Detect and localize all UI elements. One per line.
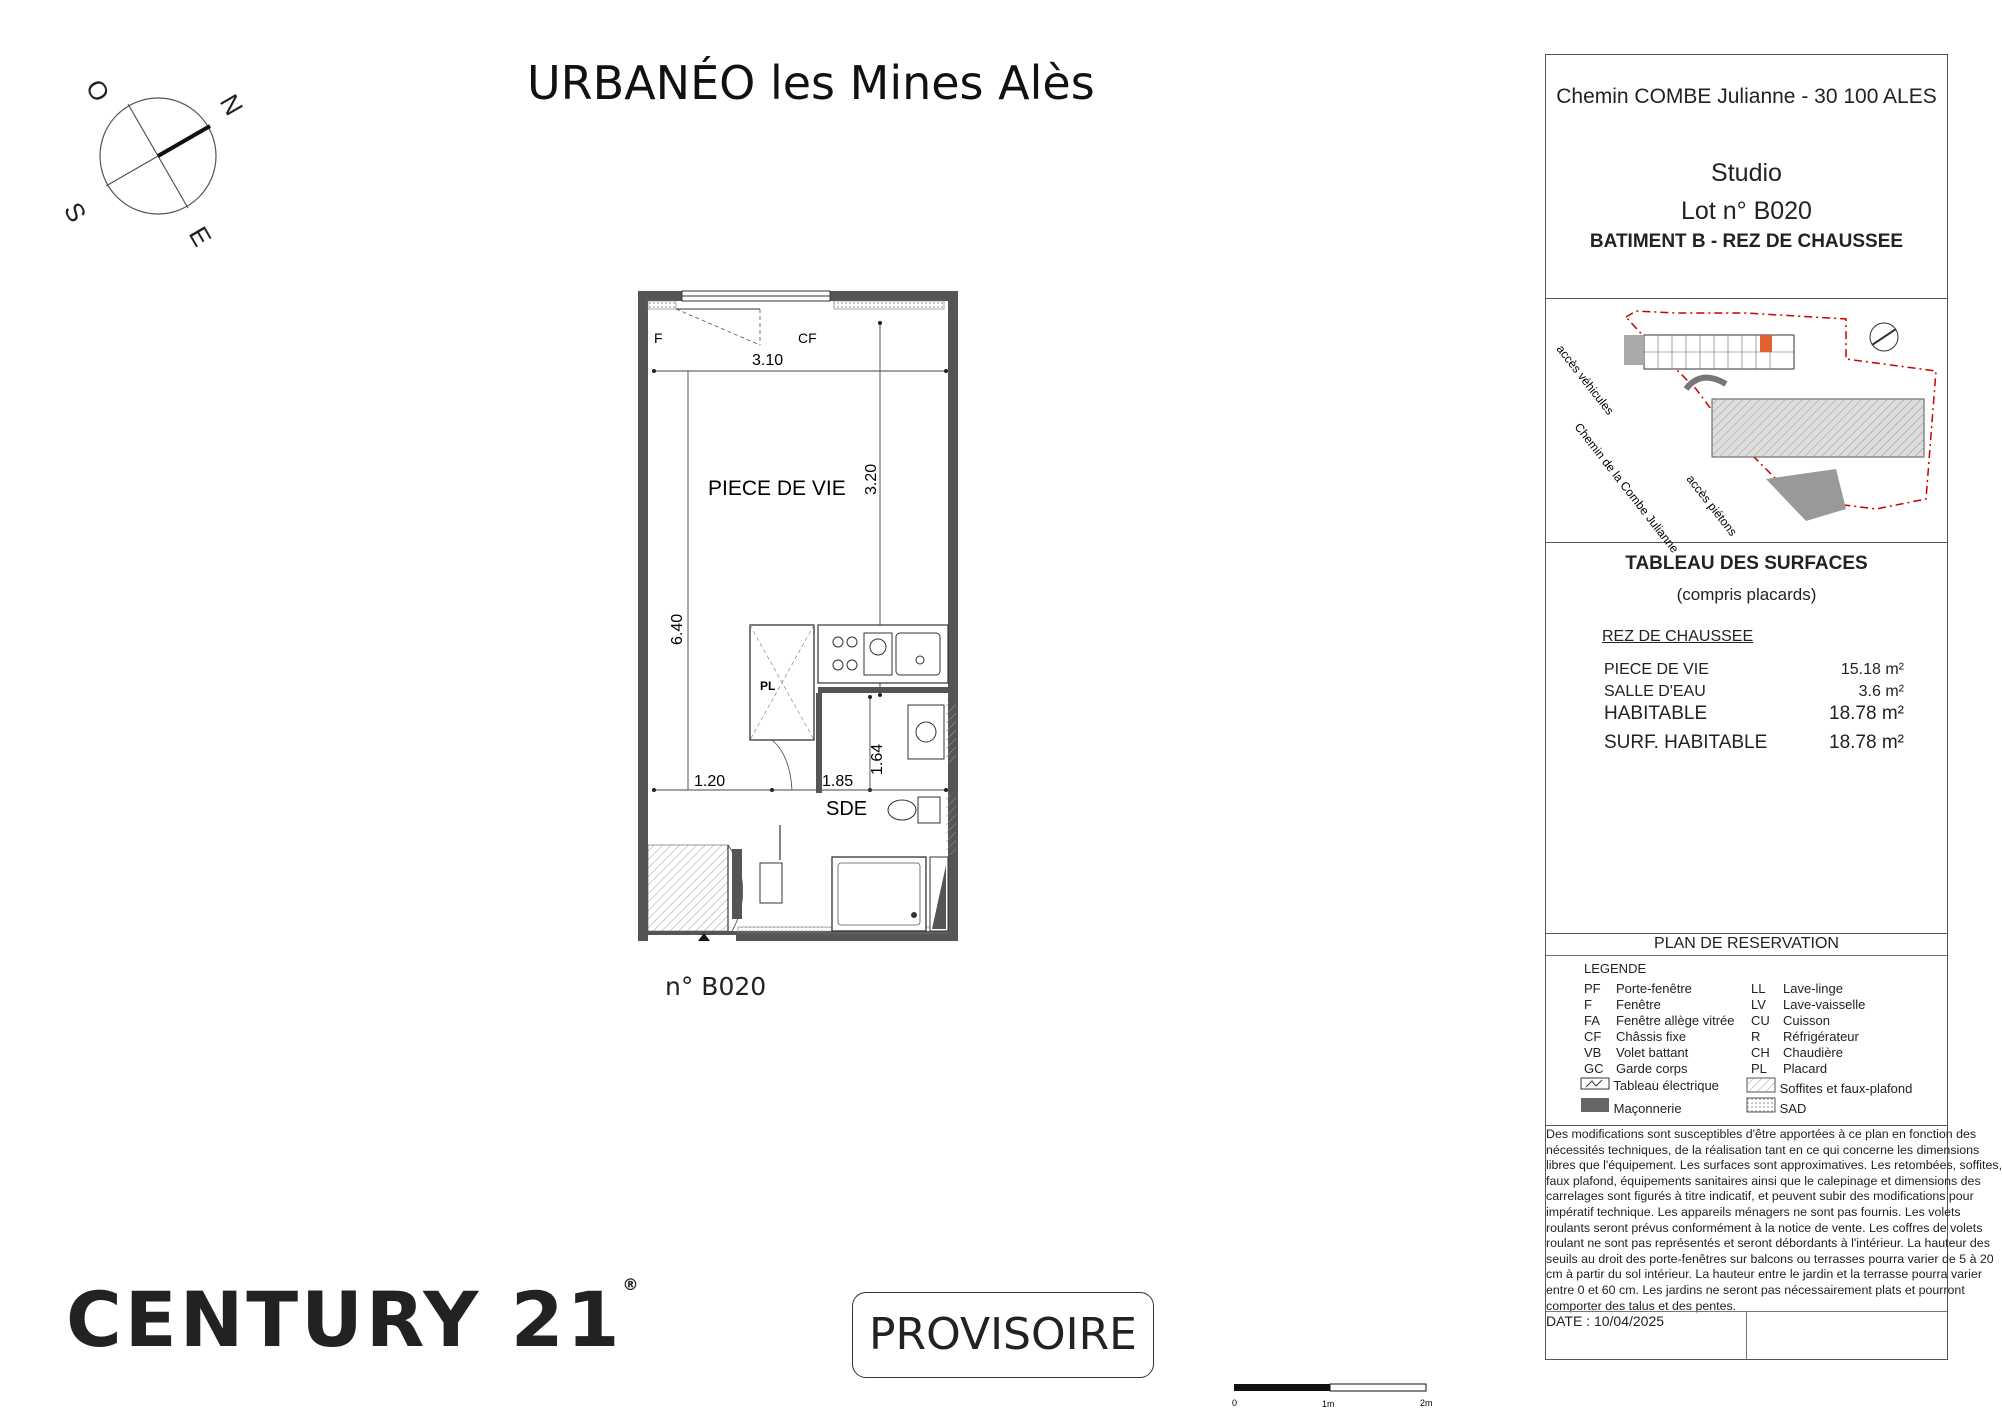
legend-item [1751, 1045, 1843, 1060]
legend-label: Fenêtre allège vitrée [1616, 1013, 1735, 1028]
dim-height-total: 6.40 [669, 613, 686, 645]
surface-value: 15.18 m² [1840, 661, 1904, 678]
street-label: Chemin de la Combe Julianne [1571, 420, 1682, 556]
legend-label: Chaudière [1783, 1045, 1843, 1060]
disclaimer: Des modifications sont susceptibles d'être apportées à ce plan en fonction des nécessités techniques, de la réalisation tant en ce qui concerne les dimensions libres que l'équipement. Les surfaces sont approximatives. Les retombées, soffites, faux plafond, équipements sanitaires ainsi que le calepinage et dimensions des carrelages sont figurés à titre indicatif, et peuvent subir des modifications pour impératif technique. Les appareils ménagers ne sont pas fournis. Les volets roulants seront prévus conformément à la notice de vente. Les coffres de volets roulant ne sont pas représentés et seront débordants à l'intérieur. La hauteur des seuils au droit des porte-fenêtres sur balcons ou terrasses pourra varier de 5 à 20 cm à partir du sol intérieur. La hauteur entre le jardin et la terrasse pourra varier entre 0 et 60 cm. Les jardins ne seront pas nécessairement plats et pourront comporter des talus et des pentes. [1546, 1127, 2002, 1313]
surface-label: HABITABLE [1604, 703, 1708, 724]
legend-item [1746, 1077, 1912, 1096]
floor-plan [620, 285, 980, 955]
building-level: BATIMENT B - REZ DE CHAUSSEE [1589, 231, 1904, 252]
legend-item [1580, 1097, 1682, 1116]
date-label: DATE : 10/04/2025 [1546, 1313, 1665, 1329]
room-sde: SDE [826, 798, 868, 820]
dim-sde-height: 1.64 [869, 743, 886, 775]
info-panel [1545, 54, 2002, 1360]
surface-row [1604, 703, 1904, 725]
legend-item [1584, 981, 1692, 996]
legend-item [1751, 1029, 1859, 1044]
surfaces-subtitle: (compris placards) [1676, 585, 1817, 604]
window-cf-label: CF [798, 330, 817, 346]
legend-label: Fenêtre [1616, 997, 1661, 1012]
status-badge: PROVISOIRE [852, 1292, 1154, 1378]
surface-row [1604, 732, 1904, 754]
dim-height-living: 3.20 [863, 463, 880, 495]
legend-label: Cuisson [1783, 1013, 1830, 1028]
electric-panel-icon [1580, 1077, 1610, 1090]
property-type: Studio [1711, 159, 1782, 187]
legend-code: GC [1584, 1061, 1604, 1076]
surface-label: SURF. HABITABLE [1604, 732, 1768, 753]
site-map-section [1546, 299, 1947, 556]
legend-label: Placard [1783, 1061, 1828, 1076]
legend-code: PF [1584, 981, 1601, 996]
legend-label: Porte-fenêtre [1616, 981, 1692, 996]
surfaces-title: TABLEAU DES SURFACES [1625, 553, 1868, 574]
scale-zero: 0 [1232, 1398, 1238, 1408]
surface-row [1604, 683, 1904, 701]
legend-label: Lave-vaisselle [1783, 997, 1866, 1012]
scale-bar [1230, 1380, 1433, 1410]
pedestrian-access-label: accès piétons [1683, 472, 1740, 539]
scale-end: 2m [1420, 1398, 1433, 1408]
vehicle-access-label: accès véhicules [1553, 342, 1617, 418]
century21-logo [66, 1275, 641, 1364]
dim-entry-width: 1.20 [694, 773, 726, 790]
legend-code: LV [1751, 997, 1766, 1012]
legend-code: VB [1584, 1045, 1602, 1060]
compass-s-label: S [57, 197, 93, 228]
legend-label: Volet battant [1616, 1045, 1689, 1060]
divider [1546, 1125, 1947, 1126]
compass-icon [50, 60, 270, 260]
legend-item [1584, 1013, 1735, 1028]
compass-e-label: E [182, 221, 218, 252]
legend-item [1584, 1061, 1688, 1076]
legend-label: Lave-linge [1783, 981, 1843, 996]
legend-label: SAD [1779, 1101, 1807, 1116]
sad-icon [1746, 1097, 1776, 1113]
legend-label: Garde corps [1616, 1061, 1688, 1076]
legend-label: Tableau électrique [1613, 1078, 1719, 1093]
lot-number-label: n° B020 [665, 972, 767, 1001]
soffits-icon [1746, 1077, 1776, 1093]
divider [1546, 955, 1947, 956]
legend-code: FA [1584, 1013, 1600, 1028]
legend-item [1584, 997, 1661, 1012]
surface-label: PIECE DE VIE [1604, 661, 1709, 678]
legend-code: CU [1751, 1013, 1770, 1028]
compass-o-label: O [79, 74, 116, 107]
header-section [1546, 55, 1947, 299]
site-map [1546, 299, 1949, 556]
legend-label: Châssis fixe [1616, 1029, 1687, 1044]
surfaces-level: REZ DE CHAUSSEE [1602, 628, 1754, 645]
legend-label: Maçonnerie [1613, 1101, 1682, 1116]
surface-value: 3.6 m² [1858, 683, 1904, 700]
legend-item [1584, 1045, 1688, 1060]
legend-code: R [1751, 1029, 1761, 1044]
lot-number: Lot n° B020 [1681, 197, 1812, 225]
legend-item [1751, 981, 1843, 996]
page-title: URBANÉO les Mines Alès [527, 56, 1095, 110]
legend-code: F [1584, 997, 1592, 1012]
surface-row [1604, 661, 1904, 679]
placard-label: PL [760, 679, 776, 693]
legend-label: Réfrigérateur [1783, 1029, 1859, 1044]
surface-label: SALLE D'EAU [1604, 683, 1706, 700]
address: Chemin COMBE Julianne - 30 100 ALES [1556, 85, 1937, 108]
legend-code: PL [1751, 1061, 1767, 1076]
legend-item [1584, 1029, 1686, 1044]
brand-mark: ® [622, 1275, 642, 1294]
reservation-title: PLAN DE RESERVATION [1654, 935, 1839, 952]
legend-code: CH [1751, 1045, 1770, 1060]
scale-mid: 1m [1322, 1399, 1335, 1409]
legend-code: LL [1751, 981, 1766, 996]
divider [1546, 933, 1947, 934]
legend-title: LEGENDE [1584, 961, 1647, 976]
surface-value: 18.78 m² [1829, 703, 1904, 724]
compass-n-label: N [213, 89, 250, 121]
legend-label: Soffites et faux-plafond [1779, 1081, 1913, 1096]
room-living: PIECE DE VIE [708, 477, 846, 500]
masonry-icon [1580, 1097, 1610, 1113]
window-f-label: F [654, 330, 663, 346]
legend-item [1751, 997, 1865, 1012]
brand-name: CENTURY 21 [66, 1275, 623, 1364]
divider [1746, 1311, 1747, 1359]
surface-value: 18.78 m² [1829, 732, 1904, 753]
legend-item [1751, 1013, 1830, 1028]
legend-item [1751, 1061, 1827, 1076]
dim-width-top: 3.10 [752, 352, 784, 369]
dim-sde-width: 1.85 [822, 773, 854, 790]
legend-code: CF [1584, 1029, 1602, 1044]
legend-item [1580, 1077, 1719, 1093]
legend-item [1746, 1097, 1806, 1116]
